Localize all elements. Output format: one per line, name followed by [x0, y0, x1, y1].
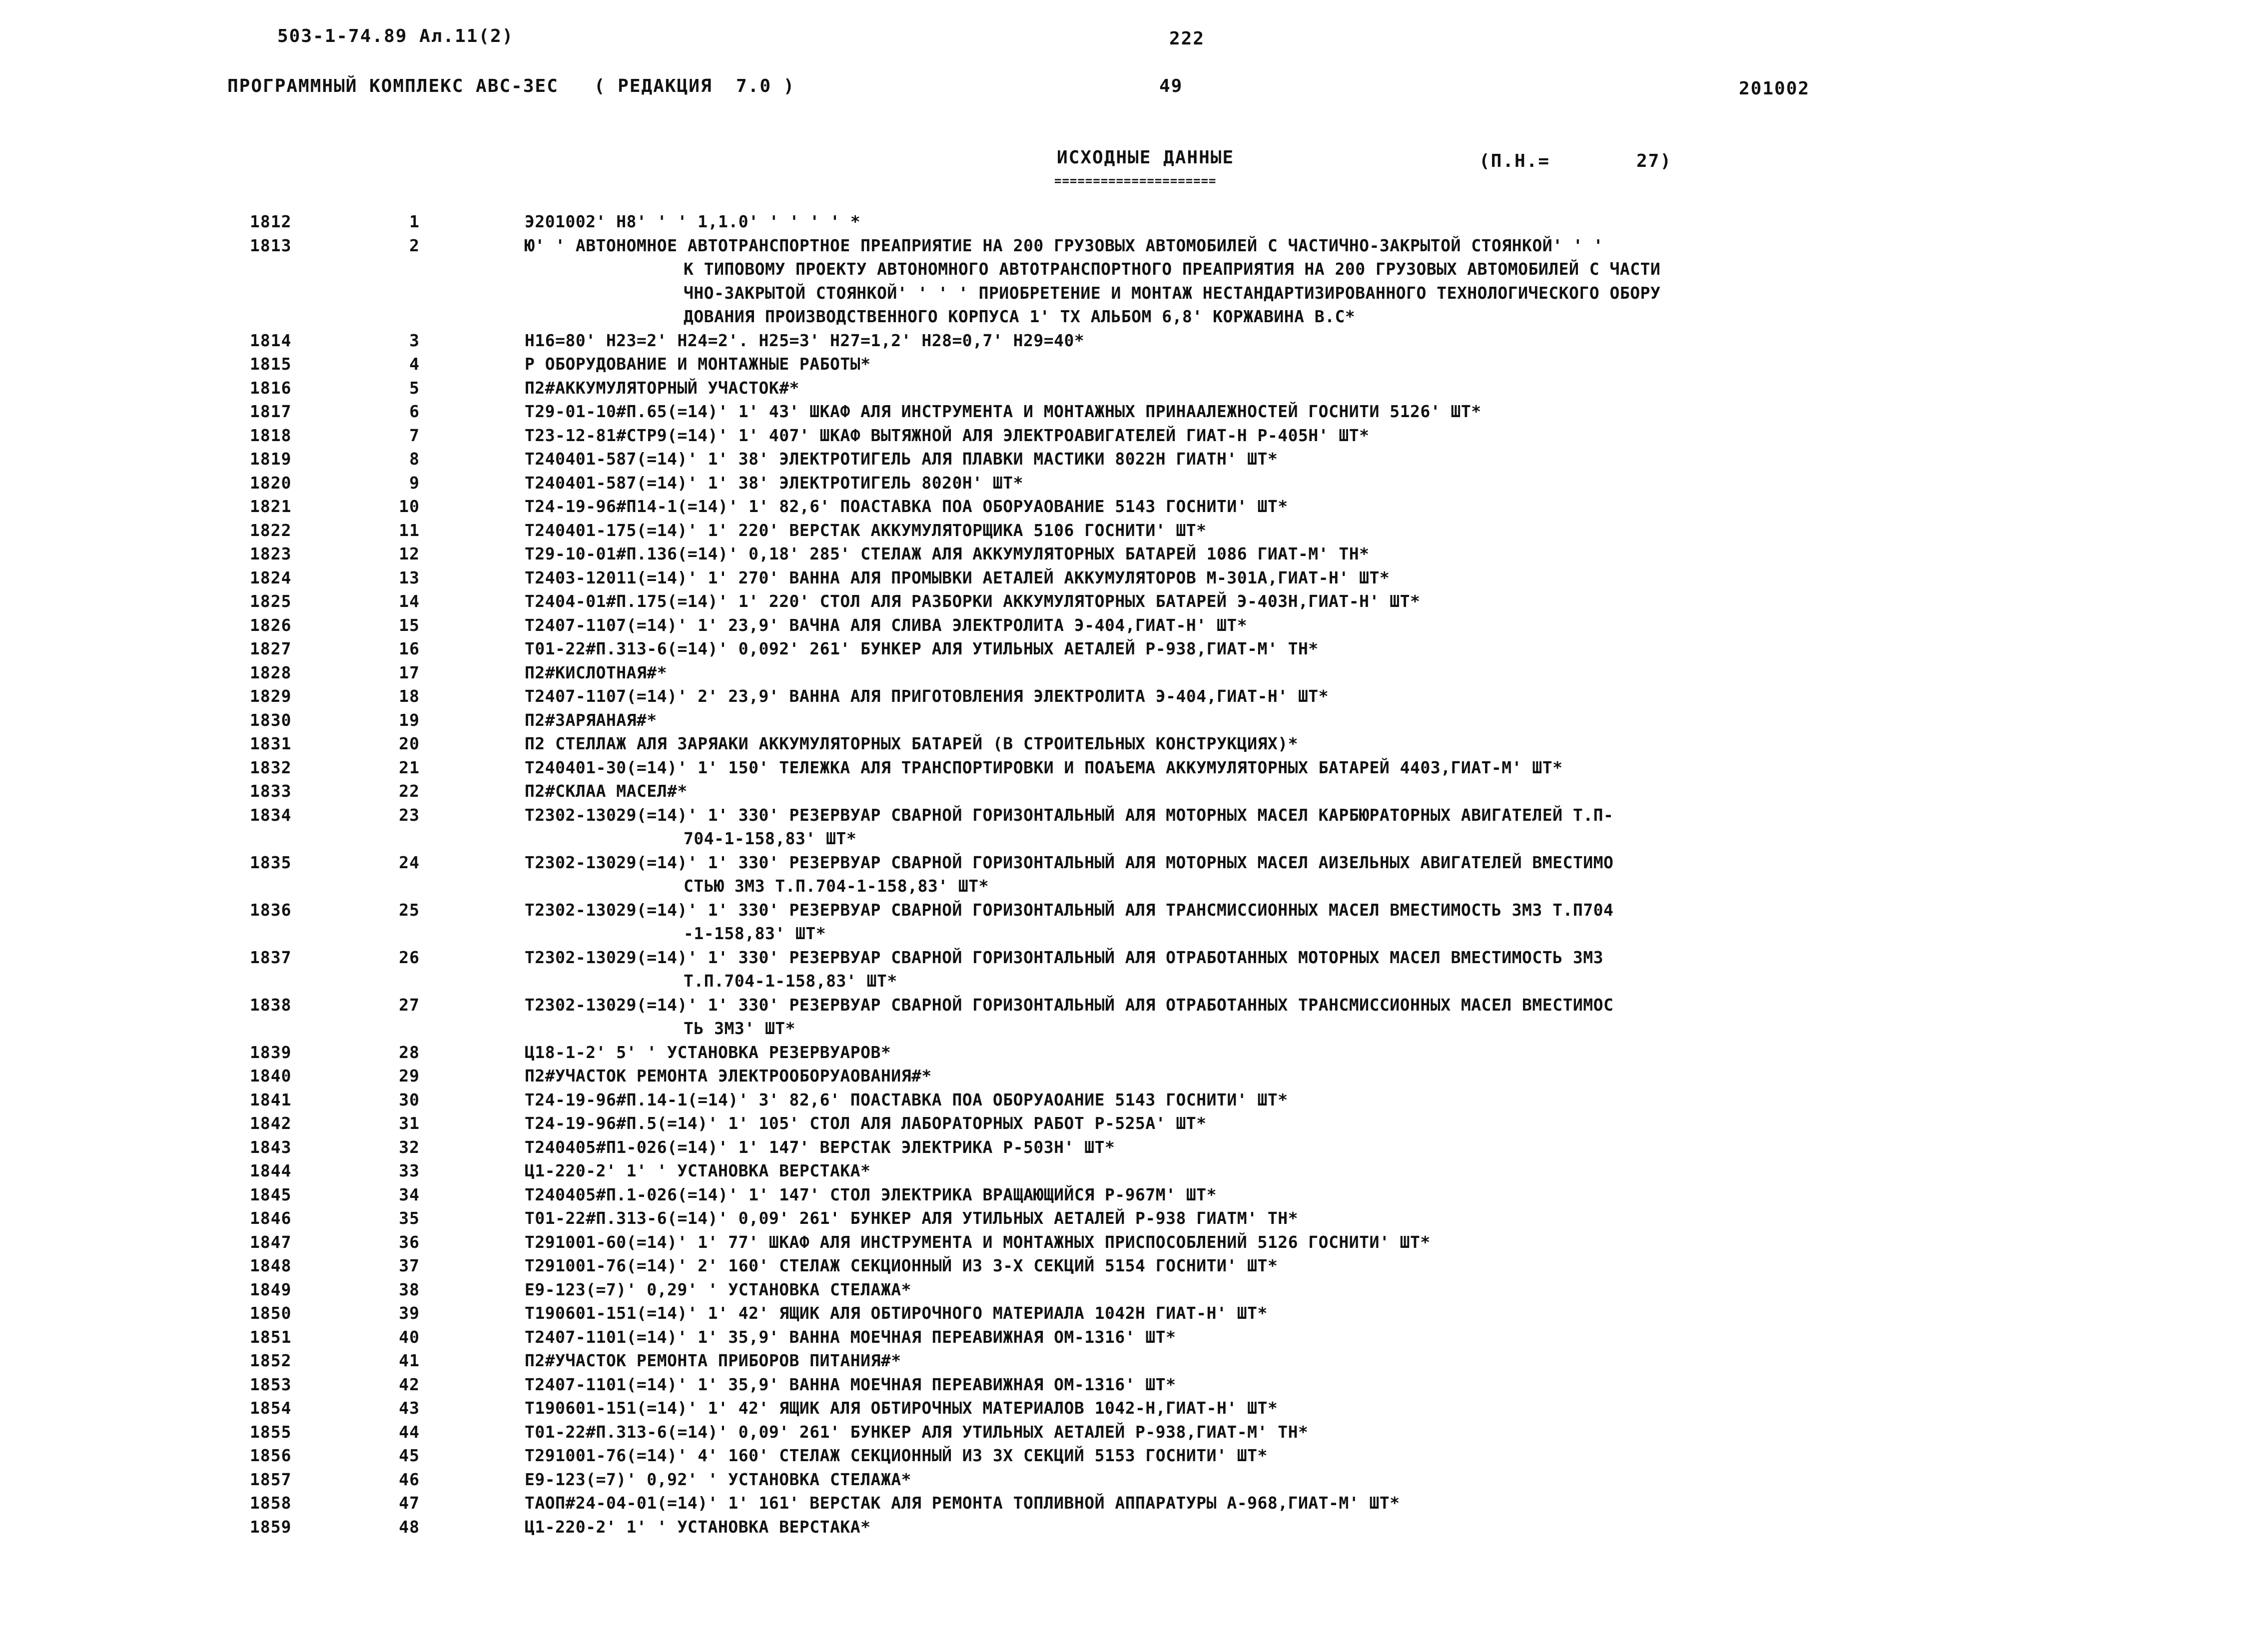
- record-text-line: Т2302-13029(=14)' 1' 330' РЕЗЕРВУАР СВАРНОЙ ГОРИЗОНТАЛЬНЫЙ АЛЯ МОТОРНЫХ МАСЕЛ АИЗЕЛЬНЫХ АВИГАТЕЛЕЙ ВМЕСТИМО: [525, 852, 1614, 872]
- record-index: 23: [399, 805, 420, 825]
- listing-row: [0, 993, 2243, 1041]
- record-text-line: Т24-19-96#П.14-1(=14)' 3' 82,6' ПОАСТАВКА ПОА ОБОРУАОАНИЕ 5143 ГОСНИТИ' ШТ*: [525, 1090, 1288, 1109]
- record-text: [525, 993, 2044, 1041]
- listing-row: [0, 1515, 2243, 1539]
- record-index: 25: [399, 900, 420, 920]
- record-text: [525, 1254, 2044, 1278]
- record-text-line: Т24-19-96#П.5(=14)' 1' 105' СТОЛ АЛЯ ЛАБОРАТОРНЫХ РАБОТ Р-525А' ШТ*: [525, 1113, 1207, 1133]
- listing-row: [0, 1420, 2243, 1444]
- listing-row: [0, 1349, 2243, 1373]
- record-index: 32: [399, 1137, 420, 1157]
- record-text: [525, 542, 2044, 566]
- record-text-line: П2#АККУМУЛЯТОРНЫЙ УЧАСТОК#*: [525, 378, 799, 398]
- record-index: 4: [409, 354, 420, 374]
- line-number: 1854: [250, 1398, 292, 1418]
- line-number: 1820: [250, 473, 292, 493]
- record-text: [525, 1041, 2044, 1065]
- listing-row: [0, 1206, 2243, 1230]
- listing-row: [0, 1468, 2243, 1492]
- record-text: [525, 1444, 2044, 1468]
- listing-row: [0, 1373, 2243, 1397]
- record-text: [525, 210, 2044, 234]
- record-text: [525, 1349, 2044, 1373]
- listing-row: [0, 756, 2243, 780]
- listing-row: [0, 946, 2243, 993]
- record-text-line: Т01-22#П.313-6(=14)' 0,092' 261' БУНКЕР АЛЯ УТИЛЬНЫХ АЕТАЛЕЙ Р-938,ГИАТ-М' ТН*: [525, 639, 1319, 658]
- record-text: [525, 637, 2044, 661]
- record-text-line: Р ОБОРУДОВАНИЕ И МОНТАЖНЫЕ РАБОТЫ*: [525, 354, 871, 374]
- record-text: [525, 1111, 2044, 1135]
- listing-row: [0, 1254, 2243, 1278]
- record-text: [525, 1206, 2044, 1230]
- record-text: [525, 1491, 2044, 1515]
- line-number: 1858: [250, 1493, 292, 1513]
- listing-row: [0, 234, 2243, 329]
- record-text: [525, 1515, 2044, 1539]
- record-index: 14: [399, 591, 420, 611]
- record-text-line: Т240401-587(=14)' 1' 38' ЭЛЕКТРОТИГЕЛЬ АЛЯ ПЛАВКИ МАСТИКИ 8022Н ГИАТН' ШТ*: [525, 449, 1278, 469]
- pn-label: (П.Н.=: [1479, 151, 1550, 171]
- record-text: [525, 329, 2044, 353]
- record-index: 30: [399, 1090, 420, 1109]
- record-text-line: Е9-123(=7)' 0,29' ' УСТАНОВКА СТЕЛАЖА*: [525, 1279, 911, 1299]
- record-text-line: Т23-12-81#СТР9(=14)' 1' 407' ШКАФ ВЫТЯЖНОЙ АЛЯ ЭЛЕКТРОАВИГАТЕЛЕЙ ГИАТ-Н Р-405Н' ШТ*: [525, 425, 1370, 445]
- line-number: 1838: [250, 995, 292, 1015]
- record-index: 31: [399, 1113, 420, 1133]
- line-number: 1817: [250, 402, 292, 421]
- line-number: 1824: [250, 567, 292, 587]
- record-text: [525, 471, 2044, 495]
- record-text-line: Т2302-13029(=14)' 1' 330' РЕЗЕРВУАР СВАРНОЙ ГОРИЗОНТАЛЬНЫЙ АЛЯ ТРАНСМИССИОННЫХ МАСЕЛ ВМЕСТИМОСТЬ 3М3 Т.П704: [525, 900, 1614, 920]
- line-number: 1829: [250, 686, 292, 706]
- record-text-continuation: К ТИПОВОМУ ПРОЕКТУ АВТОНОМНОГО АВТОТРАНСПОРТНОГО ПРЕАПРИЯТИЯ НА 200 ГРУЗОВЫХ АВТОМОБИЛЕЙ С ЧАСТИ: [684, 259, 1661, 279]
- record-text: [525, 946, 2044, 993]
- line-number: 1832: [250, 757, 292, 777]
- line-number: 1814: [250, 330, 292, 350]
- listing-row: [0, 1444, 2243, 1468]
- listing-row: [0, 519, 2243, 543]
- record-text: [525, 376, 2044, 400]
- record-text-continuation: 704-1-158,83' ШТ*: [684, 829, 857, 848]
- line-number: 1831: [250, 734, 292, 753]
- record-text-line: Т190601-151(=14)' 1' 42' ЯЩИК АЛЯ ОБТИРОЧНЫХ МАТЕРИАЛОВ 1042-Н,ГИАТ-Н' ШТ*: [525, 1398, 1278, 1418]
- record-index: 48: [399, 1517, 420, 1537]
- record-text-line: Т2302-13029(=14)' 1' 330' РЕЗЕРВУАР СВАРНОЙ ГОРИЗОНТАЛЬНЫЙ АЛЯ ОТРАБОТАННЫХ ТРАНСМИССИОННЫХ МАСЕЛ ВМЕСТИМОС: [525, 995, 1614, 1015]
- record-text: [525, 1325, 2044, 1349]
- line-number: 1856: [250, 1446, 292, 1465]
- record-text-line: Ю' ' АВТОНОМНОЕ АВТОТРАНСПОРТНОЕ ПРЕАПРИЯТИЕ НА 200 ГРУЗОВЫХ АВТОМОБИЛЕЙ С ЧАСТИЧНО-ЗАКРЫТОЙ СТОЯНКОЙ' ' ': [525, 235, 1603, 255]
- record-text-continuation: СТЬЮ 3М3 Т.П.704-1-158,83' ШТ*: [684, 876, 989, 896]
- line-number: 1826: [250, 615, 292, 635]
- record-text: [525, 898, 2044, 946]
- record-text-line: Т2403-12011(=14)' 1' 270' ВАННА АЛЯ ПРОМЫВКИ АЕТАЛЕЙ АККУМУЛЯТОРОВ М-301А,ГИАТ-Н' ШТ*: [525, 567, 1390, 587]
- record-text: [525, 1088, 2044, 1112]
- listing-row: [0, 376, 2243, 400]
- line-number: 1822: [250, 520, 292, 540]
- line-number: 1851: [250, 1327, 292, 1347]
- line-number: 1843: [250, 1137, 292, 1157]
- listing-row: [0, 1230, 2243, 1254]
- record-text-line: П2#УЧАСТОК РЕМОНТА ПРИБОРОВ ПИТАНИЯ#*: [525, 1351, 901, 1370]
- listing-row: [0, 851, 2243, 898]
- record-text-line: Т190601-151(=14)' 1' 42' ЯЩИК АЛЯ ОБТИРОЧНОГО МАТЕРИАЛА 1042Н ГИАТ-Н' ШТ*: [525, 1303, 1268, 1323]
- line-number: 1839: [250, 1042, 292, 1062]
- record-text: [525, 400, 2044, 424]
- listing-row: [0, 661, 2243, 685]
- line-number: 1828: [250, 662, 292, 682]
- record-text: [525, 1420, 2044, 1444]
- line-number: 1815: [250, 354, 292, 374]
- section-title: ИСХОДНЫЕ ДАННЫЕ: [1057, 147, 1235, 168]
- record-text-line: Э201002' Н8' ' ' 1,1.0' ' ' ' ' *: [525, 212, 861, 231]
- record-text-line: Т29-10-01#П.136(=14)' 0,18' 285' СТЕЛАЖ АЛЯ АККУМУЛЯТОРНЫХ БАТАРЕЙ 1086 ГИАТ-М' ТН*: [525, 544, 1370, 563]
- page-number-mid: 49: [1159, 76, 1183, 96]
- listing-row: [0, 684, 2243, 708]
- line-number: 1842: [250, 1113, 292, 1133]
- record-text-continuation: ТЬ 3М3' ШТ*: [684, 1019, 796, 1038]
- record-index: 9: [409, 473, 420, 493]
- record-index: 21: [399, 757, 420, 777]
- listing-row: [0, 495, 2243, 519]
- record-index: 22: [399, 781, 420, 801]
- listing-row: [0, 779, 2243, 803]
- record-index: 43: [399, 1398, 420, 1418]
- record-text-line: Т2404-01#П.175(=14)' 1' 220' СТОЛ АЛЯ РАЗБОРКИ АККУМУЛЯТОРНЫХ БАТАРЕЙ Э-403Н,ГИАТ-Н' ШТ*: [525, 591, 1421, 611]
- record-index: 5: [409, 378, 420, 398]
- record-text-line: Т29-01-10#П.65(=14)' 1' 43' ШКАФ АЛЯ ИНСТРУМЕНТА И МОНТАЖНЫХ ПРИНААЛЕЖНОСТЕЙ ГОСНИТИ 5126' ШТ*: [525, 402, 1482, 421]
- listing-row: [0, 613, 2243, 637]
- listing-row: [0, 210, 2243, 234]
- record-text: [525, 684, 2044, 708]
- record-text: [525, 1278, 2044, 1302]
- line-number: 1837: [250, 947, 292, 967]
- record-index: 42: [399, 1374, 420, 1394]
- line-number: 1818: [250, 425, 292, 445]
- record-text-line: П2#ЗАРЯАНАЯ#*: [525, 710, 657, 730]
- record-index: 35: [399, 1208, 420, 1228]
- record-index: 19: [399, 710, 420, 730]
- line-number: 1857: [250, 1469, 292, 1489]
- record-text-line: Т2407-1107(=14)' 2' 23,9' ВАННА АЛЯ ПРИГОТОВЛЕНИЯ ЭЛЕКТРОЛИТА Э-404,ГИАТ-Н' ШТ*: [525, 686, 1329, 706]
- record-index: 29: [399, 1066, 420, 1086]
- record-text-line: Т2407-1107(=14)' 1' 23,9' ВАЧНА АЛЯ СЛИВА ЭЛЕКТРОЛИТА Э-404,ГИАТ-Н' ШТ*: [525, 615, 1248, 635]
- line-number: 1849: [250, 1279, 292, 1299]
- pn-value: 27): [1636, 151, 1672, 171]
- data-listing: [0, 210, 2243, 1539]
- listing-row: [0, 589, 2243, 613]
- record-index: 36: [399, 1232, 420, 1252]
- line-number: 1812: [250, 212, 292, 231]
- line-number: 1823: [250, 544, 292, 563]
- record-index: 8: [409, 449, 420, 469]
- listing-row: [0, 1064, 2243, 1088]
- listing-row: [0, 542, 2243, 566]
- record-text-line: Т2302-13029(=14)' 1' 330' РЕЗЕРВУАР СВАРНОЙ ГОРИЗОНТАЛЬНЫЙ АЛЯ МОТОРНЫХ МАСЕЛ КАРБЮРАТОРНЫХ АВИГАТЕЛЕЙ Т.П-: [525, 805, 1614, 825]
- doc-code: 503-1-74.89 Ал.11(2): [277, 26, 514, 46]
- listing-row: [0, 1183, 2243, 1207]
- line-number: 1834: [250, 805, 292, 825]
- record-index: 39: [399, 1303, 420, 1323]
- record-text: [525, 779, 2044, 803]
- record-text: [525, 661, 2044, 685]
- record-text: [525, 1183, 2044, 1207]
- record-index: 24: [399, 852, 420, 872]
- record-text-line: Е9-123(=7)' 0,92' ' УСТАНОВКА СТЕЛАЖА*: [525, 1469, 911, 1489]
- line-number: 1816: [250, 378, 292, 398]
- record-index: 20: [399, 734, 420, 753]
- record-text-line: Н16=80' Н23=2' Н24=2'. Н25=3' Н27=1,2' Н28=0,7' Н29=40*: [525, 330, 1085, 350]
- line-number: 1841: [250, 1090, 292, 1109]
- line-number: 1852: [250, 1351, 292, 1370]
- record-text: [525, 1396, 2044, 1420]
- record-index: 11: [399, 520, 420, 540]
- line-number: 1825: [250, 591, 292, 611]
- listing-row: [0, 1088, 2243, 1112]
- record-text-line: П2#УЧАСТОК РЕМОНТА ЭЛЕКТРООБОРУАОВАНИЯ#*: [525, 1066, 932, 1086]
- record-text: [525, 1373, 2044, 1397]
- line-number: 1821: [250, 497, 292, 516]
- record-text: [525, 1064, 2044, 1088]
- line-number: 1846: [250, 1208, 292, 1228]
- line-number: 1840: [250, 1066, 292, 1086]
- record-text: [525, 447, 2044, 471]
- record-text-line: Ц1-220-2' 1' ' УСТАНОВКА ВЕРСТАКА*: [525, 1517, 871, 1537]
- record-index: 46: [399, 1469, 420, 1489]
- line-number: 1836: [250, 900, 292, 920]
- listing-row: [0, 471, 2243, 495]
- listing-row: [0, 400, 2243, 424]
- line-number: 1827: [250, 639, 292, 658]
- record-text: [525, 756, 2044, 780]
- listing-row: [0, 447, 2243, 471]
- record-text-line: П2#КИСЛОТНАЯ#*: [525, 662, 668, 682]
- listing-row: [0, 566, 2243, 590]
- record-index: 37: [399, 1256, 420, 1275]
- listing-row: [0, 732, 2243, 756]
- record-text: [525, 732, 2044, 756]
- listing-row: [0, 1159, 2243, 1183]
- line-number: 1855: [250, 1422, 292, 1442]
- record-index: 40: [399, 1327, 420, 1347]
- record-text: [525, 424, 2044, 448]
- record-index: 7: [409, 425, 420, 445]
- record-index: 6: [409, 402, 420, 421]
- record-text-continuation: -1-158,83' ШТ*: [684, 924, 826, 943]
- record-text-line: Т240405#П.1-026(=14)' 1' 147' СТОЛ ЭЛЕКТРИКА ВРАЩАЮЩИЙСЯ Р-967М' ШТ*: [525, 1184, 1217, 1204]
- line-number: 1835: [250, 852, 292, 872]
- doc-id: 201002: [1739, 78, 1810, 99]
- record-index: 12: [399, 544, 420, 563]
- record-text: [525, 495, 2044, 519]
- listing-row: [0, 1301, 2243, 1325]
- record-text-line: Т240401-587(=14)' 1' 38' ЭЛЕКТРОТИГЕЛЬ 8020Н' ШТ*: [525, 473, 1024, 493]
- record-index: 17: [399, 662, 420, 682]
- record-index: 3: [409, 330, 420, 350]
- listing-row: [0, 1396, 2243, 1420]
- record-index: 47: [399, 1493, 420, 1513]
- record-text-line: Т240405#П1-026(=14)' 1' 147' ВЕРСТАК ЭЛЕКТРИКА Р-503Н' ШТ*: [525, 1137, 1115, 1157]
- record-index: 45: [399, 1446, 420, 1465]
- record-text: [525, 1230, 2044, 1254]
- record-text-line: ТАОП#24-04-01(=14)' 1' 161' ВЕРСТАК АЛЯ РЕМОНТА ТОПЛИВНОЙ АППАРАТУРЫ А-968,ГИАТ-М' ШТ*: [525, 1493, 1400, 1513]
- record-index: 1: [409, 212, 420, 231]
- line-number: 1847: [250, 1232, 292, 1252]
- record-text: [525, 1159, 2044, 1183]
- record-text-line: Т01-22#П.313-6(=14)' 0,09' 261' БУНКЕР АЛЯ УТИЛЬНЫХ АЕТАЛЕЙ Р-938,ГИАТ-М' ТН*: [525, 1422, 1309, 1442]
- record-index: 13: [399, 567, 420, 587]
- record-index: 41: [399, 1351, 420, 1370]
- record-index: 33: [399, 1161, 420, 1180]
- record-text: [525, 519, 2044, 543]
- record-text-continuation: ЧНО-ЗАКРЫТОЙ СТОЯНКОЙ' ' ' ' ПРИОБРЕТЕНИЕ И МОНТАЖ НЕСТАНДАРТИЗИРОВАННОГО ТЕХНОЛОГИЧЕСКОГО ОБОРУ: [684, 283, 1661, 303]
- record-text-line: Т291001-76(=14)' 4' 160' СТЕЛАЖ СЕКЦИОННЫЙ ИЗ 3Х СЕКЦИЙ 5153 ГОСНИТИ' ШТ*: [525, 1446, 1268, 1465]
- record-index: 26: [399, 947, 420, 967]
- line-number: 1859: [250, 1517, 292, 1537]
- record-text: [525, 851, 2044, 898]
- record-text: [525, 566, 2044, 590]
- record-index: 27: [399, 995, 420, 1015]
- listing-row: [0, 637, 2243, 661]
- listing-row: [0, 329, 2243, 353]
- listing-row: [0, 424, 2243, 448]
- record-text-line: Т291001-76(=14)' 2' 160' СТЕЛАЖ СЕКЦИОННЫЙ ИЗ 3-Х СЕКЦИЙ 5154 ГОСНИТИ' ШТ*: [525, 1256, 1278, 1275]
- record-text: [525, 803, 2044, 851]
- listing-row: [0, 1325, 2243, 1349]
- record-text: [525, 1301, 2044, 1325]
- listing-row: [0, 708, 2243, 732]
- line-number: 1830: [250, 710, 292, 730]
- record-index: 2: [409, 235, 420, 255]
- record-text: [525, 1135, 2044, 1159]
- listing-row: [0, 1111, 2243, 1135]
- record-text-line: П2#СКЛАА МАСЕЛ#*: [525, 781, 688, 801]
- listing-row: [0, 1041, 2243, 1065]
- record-text-continuation: ДОВАНИЯ ПРОИЗВОДСТВЕННОГО КОРПУСА 1' ТХ АЛЬБОМ 6,8' КОРЖАВИНА В.С*: [684, 307, 1356, 326]
- record-text: [525, 352, 2044, 376]
- record-text: [525, 1468, 2044, 1492]
- record-text-line: Ц1-220-2' 1' ' УСТАНОВКА ВЕРСТАКА*: [525, 1161, 871, 1180]
- record-text: [525, 708, 2044, 732]
- line-number: 1848: [250, 1256, 292, 1275]
- record-text-line: Т2302-13029(=14)' 1' 330' РЕЗЕРВУАР СВАРНОЙ ГОРИЗОНТАЛЬНЫЙ АЛЯ ОТРАБОТАННЫХ МОТОРНЫХ МАСЕЛ ВМЕСТИМОСТЬ 3М3: [525, 947, 1603, 967]
- listing-row: [0, 803, 2243, 851]
- record-text-line: Т240401-175(=14)' 1' 220' ВЕРСТАК АККУМУЛЯТОРЩИКА 5106 ГОСНИТИ' ШТ*: [525, 520, 1207, 540]
- listing-row: [0, 1135, 2243, 1159]
- record-index: 18: [399, 686, 420, 706]
- line-number: 1845: [250, 1184, 292, 1204]
- record-index: 16: [399, 639, 420, 658]
- listing-row: [0, 1278, 2243, 1302]
- record-text-line: Т2407-1101(=14)' 1' 35,9' ВАННА МОЕЧНАЯ ПЕРЕАВИЖНАЯ ОМ-1316' ШТ*: [525, 1327, 1176, 1347]
- record-index: 34: [399, 1184, 420, 1204]
- record-index: 15: [399, 615, 420, 635]
- record-text-line: Т24-19-96#П14-1(=14)' 1' 82,6' ПОАСТАВКА ПОА ОБОРУАОВАНИЕ 5143 ГОСНИТИ' ШТ*: [525, 497, 1288, 516]
- listing-row: [0, 898, 2243, 946]
- record-text: [525, 613, 2044, 637]
- record-text-continuation: Т.П.704-1-158,83' ШТ*: [684, 971, 897, 991]
- record-text-line: Т240401-30(=14)' 1' 150' ТЕЛЕЖКА АЛЯ ТРАНСПОРТИРОВКИ И ПОАЪЕМА АККУМУЛЯТОРНЫХ БАТАРЕЙ 4403,ГИАТ-М' ШТ*: [525, 757, 1563, 777]
- line-number: 1850: [250, 1303, 292, 1323]
- record-text: [525, 589, 2044, 613]
- page-number-top: 222: [1169, 28, 1205, 49]
- record-index: 44: [399, 1422, 420, 1442]
- listing-row: [0, 352, 2243, 376]
- record-text-line: Т01-22#П.313-6(=14)' 0,09' 261' БУНКЕР АЛЯ УТИЛЬНЫХ АЕТАЛЕЙ Р-938 ГИАТМ' ТН*: [525, 1208, 1298, 1228]
- record-text-line: Т291001-60(=14)' 1' 77' ШКАФ АЛЯ ИНСТРУМЕНТА И МОНТАЖНЫХ ПРИСПОСОБЛЕНИЙ 5126 ГОСНИТИ' ШТ*: [525, 1232, 1431, 1252]
- record-text-line: П2 СТЕЛЛАЖ АЛЯ ЗАРЯАКИ АККУМУЛЯТОРНЫХ БАТАРЕЙ (В СТРОИТЕЛЬНЫХ КОНСТРУКЦИЯХ)*: [525, 734, 1298, 753]
- record-text-line: Ц18-1-2' 5' ' УСТАНОВКА РЕЗЕРВУАРОВ*: [525, 1042, 891, 1062]
- line-number: 1853: [250, 1374, 292, 1394]
- record-text: [525, 234, 2044, 329]
- record-text-line: Т2407-1101(=14)' 1' 35,9' ВАННА МОЕЧНАЯ ПЕРЕАВИЖНАЯ ОМ-1316' ШТ*: [525, 1374, 1176, 1394]
- line-number: 1819: [250, 449, 292, 469]
- record-index: 10: [399, 497, 420, 516]
- section-title-underline: =====================: [1054, 174, 1217, 188]
- record-index: 28: [399, 1042, 420, 1062]
- line-number: 1813: [250, 235, 292, 255]
- record-index: 38: [399, 1279, 420, 1299]
- program-name: ПРОГРАММНЫЙ КОМПЛЕКС АВС-ЗЕС ( РЕДАКЦИЯ 7.0 ): [227, 76, 795, 96]
- line-number: 1844: [250, 1161, 292, 1180]
- listing-row: [0, 1491, 2243, 1515]
- line-number: 1833: [250, 781, 292, 801]
